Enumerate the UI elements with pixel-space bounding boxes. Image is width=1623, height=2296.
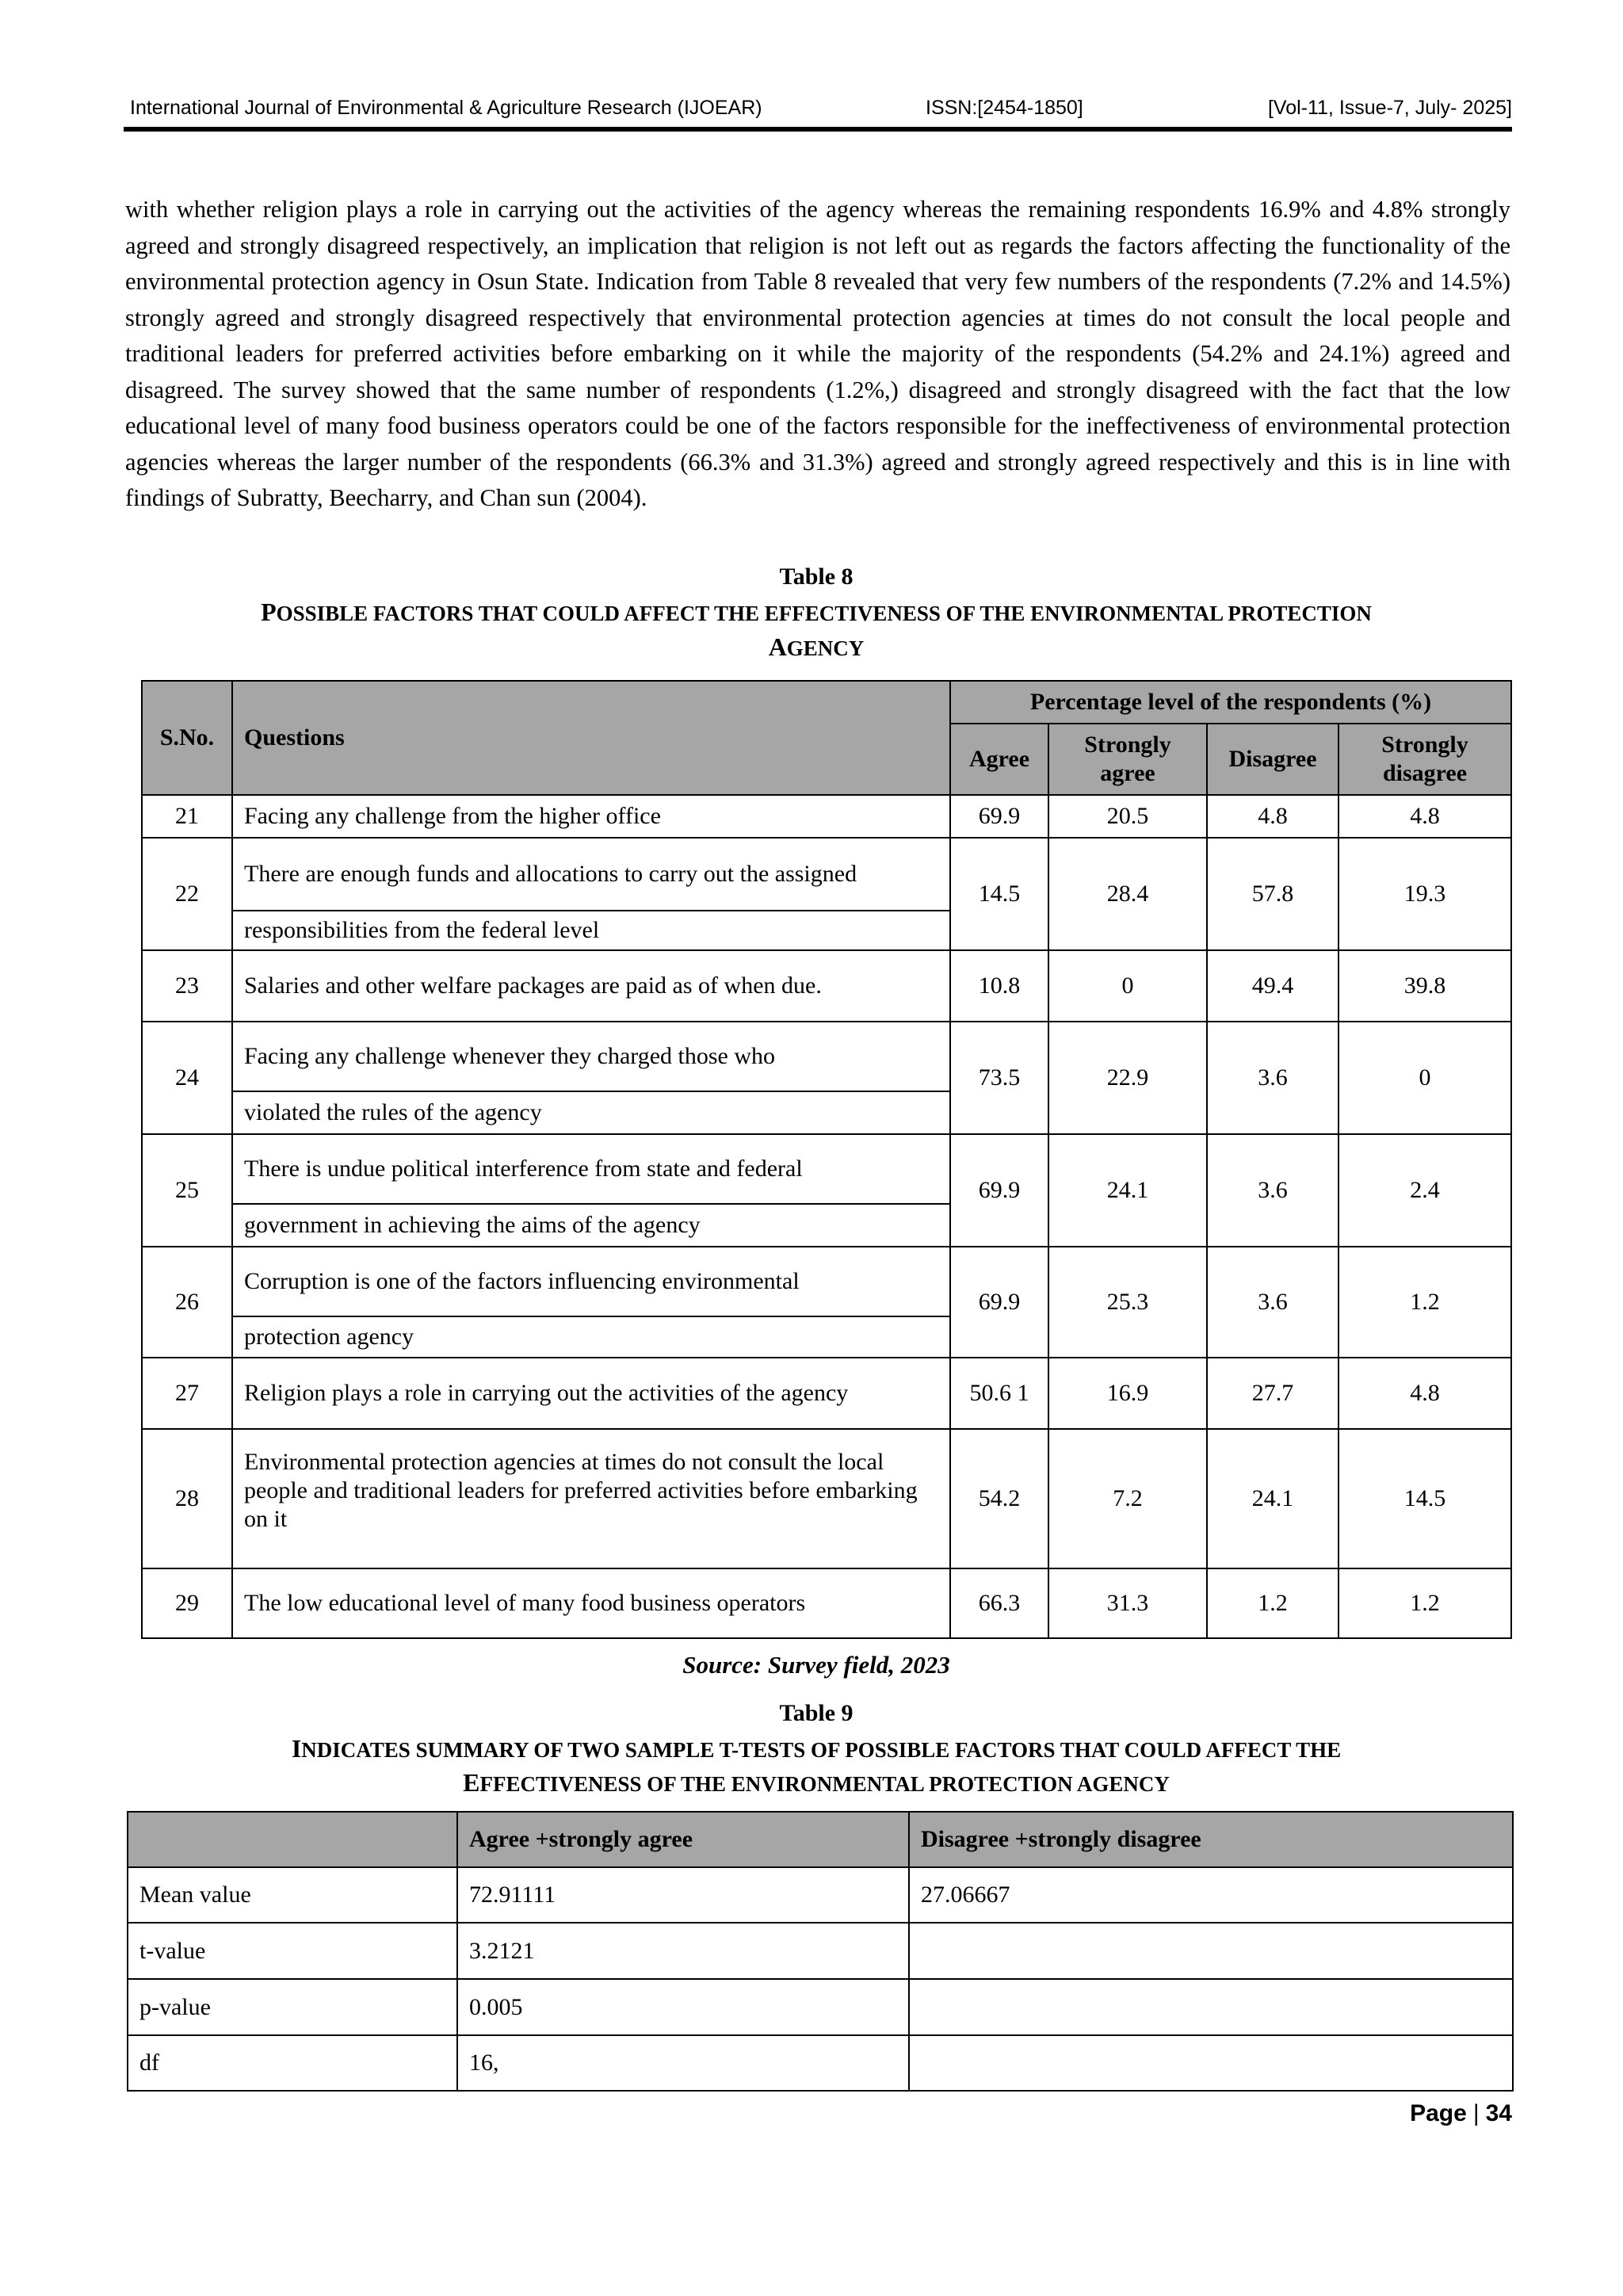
row-value-agree: 0.005: [457, 1979, 909, 2035]
row-value-disagree: [909, 2035, 1513, 2091]
row-strongly-disagree: 0: [1338, 1022, 1511, 1134]
row-agree: 10.8: [950, 950, 1048, 1022]
row-sno: 27: [142, 1358, 232, 1429]
header-blank: [128, 1812, 457, 1867]
body-paragraph: with whether religion plays a role in carrying out the activities of the agency whereas the remaining respondents 16.9% and 4.8% strongly agreed and strongly disagreed respectively, an implication that religion is not left out as regards the factors affecting the functionality of the environmental protection agency in Osun State. Indication from Table 8 revealed that very few numbers of the respondents (7.2% and 14.5%) strongly agreed and strongly disagreed respectively that environmental protection agencies at times do not consult the local people and traditional leaders for preferred activities before embarking on it while the majority of the respondents (54.2% and 24.1%) agreed and disagreed. The survey showed that the same number of respondents (1.2%,) disagreed and strongly disagreed with the fact that the low educational level of many food business operators could be one of the factors responsible for the ineffectiveness of environmental protection agencies whereas the larger number of the respondents (66.3% and 31.3%) agreed and strongly agreed respectively and this is in line with findings of Subratty, Beecharry, and Chan sun (2004).: [125, 196, 1510, 511]
table-row: [128, 1923, 1513, 1979]
table-row: [128, 1979, 1513, 2035]
row-sno: 24: [142, 1022, 232, 1134]
row-question: Salaries and other welfare packages are paid as of when due.: [232, 950, 950, 1022]
row-agree: 69.9: [950, 795, 1048, 838]
row-strongly-agree: 16.9: [1048, 1358, 1207, 1429]
row-strongly-agree: 28.4: [1048, 838, 1207, 950]
row-question: Facing any challenge from the higher office: [232, 795, 950, 838]
row-sno: 25: [142, 1134, 232, 1247]
table9-caption-line1: INDICATES SUMMARY OF TWO SAMPLE T-TESTS OF POSSIBLE FACTORS THAT COULD AFFECT THE: [291, 1734, 1342, 1763]
row-disagree: 3.6: [1207, 1134, 1338, 1247]
header-percentage-group: Percentage level of the respondents (%): [950, 681, 1511, 724]
page-separator: |: [1472, 2100, 1480, 2126]
row-disagree: 24.1: [1207, 1429, 1338, 1568]
table8: [141, 680, 1512, 1639]
row-question: Environmental protection agencies at times do not consult the local people and traditional leaders for preferred activities before embarking on it: [232, 1429, 950, 1568]
row-strongly-disagree: 4.8: [1338, 795, 1511, 838]
row-value-disagree: 27.06667: [909, 1867, 1513, 1923]
row-disagree: 4.8: [1207, 795, 1338, 838]
volume-info: [Vol-11, Issue-7, July- 2025]: [1267, 97, 1512, 119]
row-agree: 14.5: [950, 838, 1048, 950]
table9-caption-line2: EFFECTIVENESS OF THE ENVIRONMENTAL PROTECTION AGENCY: [463, 1768, 1170, 1797]
table8-caption-line2: AGENCY: [768, 632, 865, 661]
journal-name: International Journal of Environmental & Agriculture Research (IJOEAR): [130, 97, 762, 119]
header-strongly-agree: Strongly agree: [1048, 724, 1207, 795]
row-question: Religion plays a role in carrying out the activities of the agency: [232, 1358, 950, 1429]
table-row: [142, 838, 1511, 911]
row-sno: 23: [142, 950, 232, 1022]
table-row: [128, 2035, 1513, 2091]
row-agree: 50.6 1: [950, 1358, 1048, 1429]
row-strongly-disagree: 2.4: [1338, 1134, 1511, 1247]
header-agree-strongly-agree: Agree +strongly agree: [457, 1812, 909, 1867]
row-strongly-disagree: 4.8: [1338, 1358, 1511, 1429]
table-row: [142, 1358, 1511, 1429]
row-label: t-value: [128, 1923, 457, 1979]
table-row: [142, 1429, 1511, 1568]
table8-caption-line1: POSSIBLE FACTORS THAT COULD AFFECT THE EFFECTIVENESS OF THE ENVIRONMENTAL PROTECTION: [261, 598, 1372, 626]
row-value-agree: 16,: [457, 2035, 909, 2091]
header-disagree: Disagree: [1207, 724, 1338, 795]
row-label: p-value: [128, 1979, 457, 2035]
row-strongly-agree: 20.5: [1048, 795, 1207, 838]
page-number: [1410, 2100, 1512, 2127]
row-strongly-disagree: 1.2: [1338, 1568, 1511, 1638]
row-question: There is undue political interference from state and federal: [232, 1134, 950, 1204]
row-sno: 26: [142, 1247, 232, 1358]
row-agree: 54.2: [950, 1429, 1048, 1568]
row-agree: 69.9: [950, 1134, 1048, 1247]
table-row: [142, 1247, 1511, 1316]
row-agree: 73.5: [950, 1022, 1048, 1134]
row-question-continued: responsibilities from the federal level: [232, 911, 950, 950]
row-label: df: [128, 2035, 457, 2091]
row-strongly-agree: 25.3: [1048, 1247, 1207, 1358]
table8-source: Source: Survey field, 2023: [682, 1651, 950, 1679]
row-disagree: 1.2: [1207, 1568, 1338, 1638]
row-strongly-disagree: 19.3: [1338, 838, 1511, 950]
table-row: [142, 950, 1511, 1022]
row-label: Mean value: [128, 1867, 457, 1923]
row-sno: 22: [142, 838, 232, 950]
header-questions: Questions: [232, 681, 950, 795]
row-question: Facing any challenge whenever they charged those who: [232, 1022, 950, 1091]
header-strongly-disagree: Strongly disagree: [1338, 724, 1511, 795]
row-strongly-disagree: 14.5: [1338, 1429, 1511, 1568]
issn: ISSN:[2454-1850]: [926, 97, 1083, 119]
row-question-continued: government in achieving the aims of the agency: [232, 1204, 950, 1247]
row-value-agree: 3.2121: [457, 1923, 909, 1979]
row-value-disagree: [909, 1979, 1513, 2035]
header-disagree-strongly-disagree: Disagree +strongly disagree: [909, 1812, 1513, 1867]
row-question: The low educational level of many food business operators: [232, 1568, 950, 1638]
header-rule: [124, 127, 1512, 132]
row-sno: 28: [142, 1429, 232, 1568]
table8-label: Table 8: [779, 563, 854, 590]
running-header: [124, 95, 1512, 128]
row-strongly-disagree: 1.2: [1338, 1247, 1511, 1358]
row-agree: 66.3: [950, 1568, 1048, 1638]
row-strongly-agree: 0: [1048, 950, 1207, 1022]
row-strongly-agree: 24.1: [1048, 1134, 1207, 1247]
page-number-value: 34: [1485, 2100, 1512, 2126]
row-strongly-disagree: 39.8: [1338, 950, 1511, 1022]
row-sno: 29: [142, 1568, 232, 1638]
row-disagree: 3.6: [1207, 1247, 1338, 1358]
row-agree: 69.9: [950, 1247, 1048, 1358]
table-row: [142, 1568, 1511, 1638]
table-row: [128, 1867, 1513, 1923]
row-disagree: 27.7: [1207, 1358, 1338, 1429]
row-disagree: 57.8: [1207, 838, 1338, 950]
row-sno: 21: [142, 795, 232, 838]
row-question-continued: protection agency: [232, 1316, 950, 1358]
row-question: There are enough funds and allocations to carry out the assigned: [232, 838, 950, 911]
row-question-continued: violated the rules of the agency: [232, 1091, 950, 1134]
row-value-agree: 72.91111: [457, 1867, 909, 1923]
table9: [127, 1811, 1514, 2092]
table-row: [142, 1134, 1511, 1204]
row-strongly-agree: 7.2: [1048, 1429, 1207, 1568]
table-row: [142, 1022, 1511, 1091]
header-agree: Agree: [950, 724, 1048, 795]
header-sno: S.No.: [142, 681, 232, 795]
row-value-disagree: [909, 1923, 1513, 1979]
table-row: [142, 795, 1511, 838]
row-strongly-agree: 31.3: [1048, 1568, 1207, 1638]
row-strongly-agree: 22.9: [1048, 1022, 1207, 1134]
page-label: Page: [1410, 2100, 1467, 2126]
row-question: Corruption is one of the factors influencing environmental: [232, 1247, 950, 1316]
row-disagree: 49.4: [1207, 950, 1338, 1022]
row-disagree: 3.6: [1207, 1022, 1338, 1134]
table9-label: Table 9: [779, 1700, 854, 1726]
